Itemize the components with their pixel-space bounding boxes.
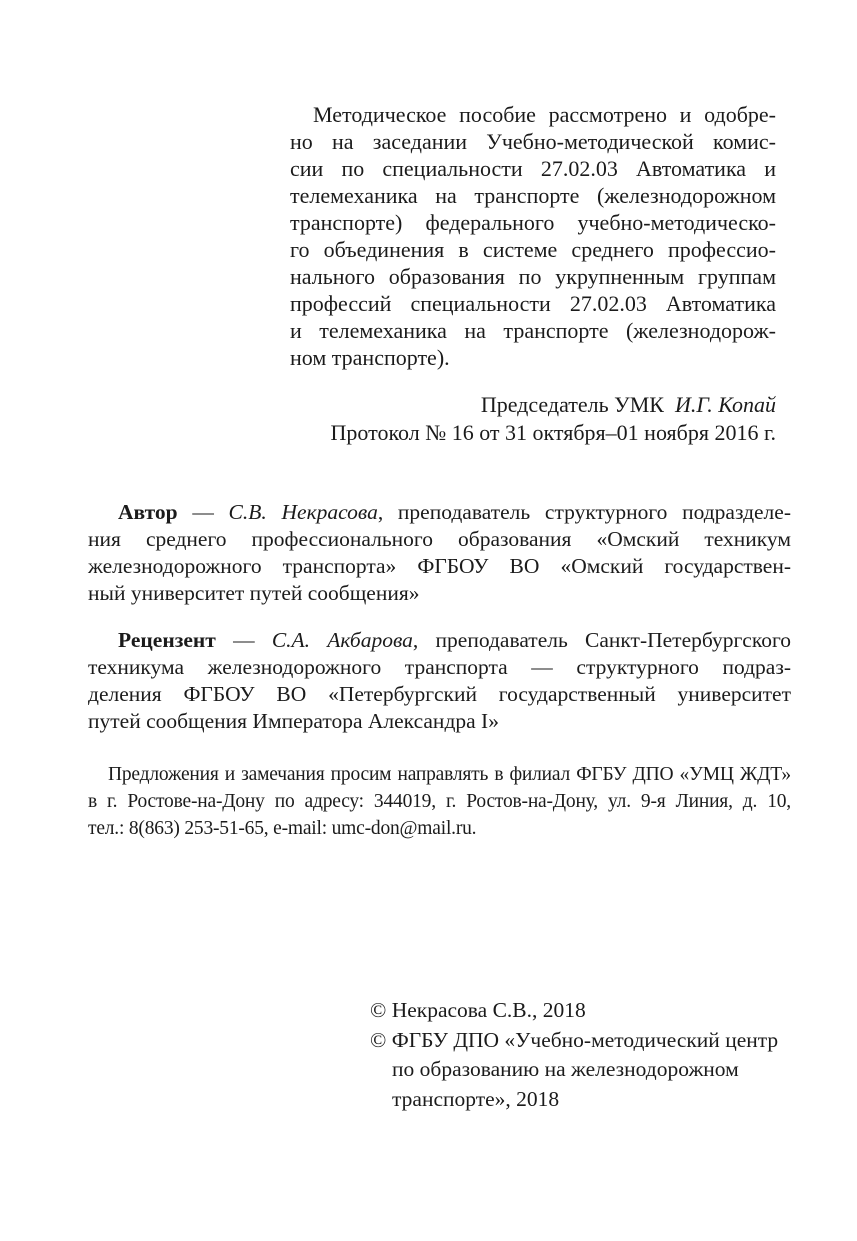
approval-line: и телемеханика на транспорте (железнодорож- [290,318,776,343]
contact-line: Предложения и замечания просим направлять в филиал ФГБУ ДПО «УМЦ ЖДТ» [108,764,791,785]
approval-line: телемеханика на транспорте (железнодорожном [290,183,776,208]
author-line [88,499,791,526]
reviewer-line: техникума железнодорожного транспорта — структурного подраз- [88,655,791,679]
author-line1-rest: , преподаватель структурного подразделе- [377,500,791,524]
reviewer-line [88,627,791,654]
approval-line-last: ном транспорте). [290,345,450,370]
chairman-signature [290,391,776,419]
author-line: железнодорожного транспорта» ФГБОУ ВО «Омский государствен- [88,554,791,578]
author-block [88,499,791,607]
approval-line: профессий специальности 27.02.03 Автоматика [290,291,776,316]
copyright-line: транспорте», 2018 [392,1086,560,1111]
author-dash: — [177,500,229,524]
chairman-title: Председатель УМК [480,392,664,417]
approval-line: Методическое пособие рассмотрено и одобре- [313,102,776,127]
author-name: С.В. Некрасова [228,500,378,524]
reviewer-line-last: путей сообщения Императора Александра I» [88,709,499,733]
reviewer-line1-rest: , преподаватель Санкт-Петербургского [412,628,791,652]
approval-line: го объединения в системе среднего профессио- [290,237,776,262]
author-line: ния среднего профессионального образования «Омский техникум [88,527,791,551]
reviewer-block [88,627,791,735]
approval-line: сии по специальности 27.02.03 Автоматика и [290,156,776,181]
chairman-name: И.Г. Копай [674,392,776,417]
copyright-line: © ФГБУ ДПО «Учебно-методический центр [370,1027,779,1052]
copyright-block [370,996,800,1114]
reviewer-dash: — [215,628,272,652]
approval-line: нального образования по укрупненным группам [290,264,776,289]
contact-line-last: тел.: 8(863) 253-51-65, e-mail: umc-don@mail.ru. [88,818,477,839]
copyright-line: по образованию на железнодорожном [392,1057,739,1081]
contact-line: в г. Ростове-на-Дону по адресу: 344019, г. Ростов-на-Дону, ул. 9-я Линия, д. 10, [88,791,791,812]
chairman-block [290,391,776,446]
contact-block [88,761,791,842]
author-label: Автор [118,500,178,524]
protocol-line: Протокол № 16 от 31 октября–01 ноября 2016 г. [330,419,776,445]
approval-line: транспорте) федерального учебно-методическо- [290,210,776,235]
approval-line: но на заседании Учебно-методической комис- [290,129,776,154]
approval-statement [290,101,776,371]
copyright-line: © Некрасова С.В., 2018 [370,998,586,1022]
reviewer-name: С.А. Акбарова [271,628,413,652]
reviewer-line: деления ФГБОУ ВО «Петербургский государственный университет [88,682,791,706]
reviewer-label: Рецензент [118,628,216,652]
author-line-last: ный университет путей сообщения» [88,581,420,605]
